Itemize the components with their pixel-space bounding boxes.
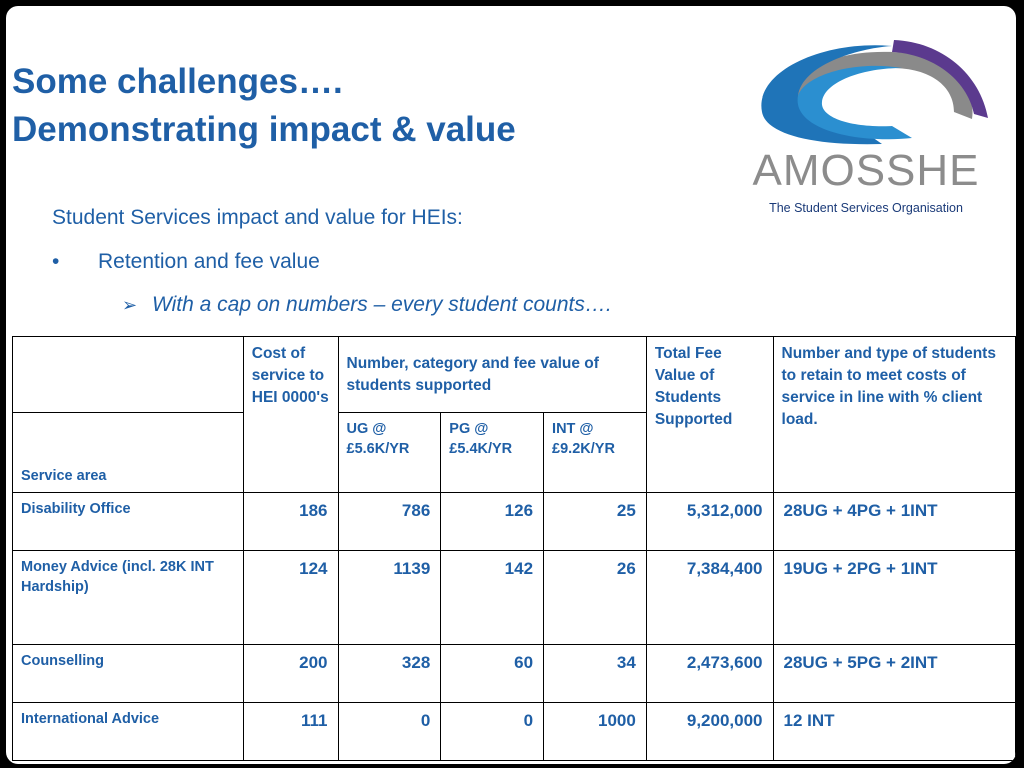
service-name: Counselling xyxy=(13,645,244,703)
logo-tagline: The Student Services Organisation xyxy=(769,201,963,215)
int-value: 34 xyxy=(544,645,647,703)
slide-title xyxy=(12,58,516,154)
int-value: 1000 xyxy=(544,703,647,761)
header-int: INT @ £9.2K/YR xyxy=(544,413,647,493)
pg-value: 0 xyxy=(441,703,544,761)
service-name: Money Advice (incl. 28K INT Hardship) xyxy=(13,551,244,645)
bullet-text: Retention and fee value xyxy=(98,250,320,273)
sub-bullet-text: With a cap on numbers – every student counts…. xyxy=(152,293,612,316)
table-row xyxy=(13,551,1016,645)
bullet-marker: • xyxy=(52,250,60,273)
header-cost: Cost of service to HEI 0000's xyxy=(243,337,338,493)
title-line-1: Some challenges…. xyxy=(12,62,343,101)
pg-value: 126 xyxy=(441,493,544,551)
total-value: 2,473,600 xyxy=(646,645,773,703)
header-pg: PG @ £5.4K/YR xyxy=(441,413,544,493)
table-row xyxy=(13,703,1016,761)
header-total: Total Fee Value of Students Supported xyxy=(646,337,773,493)
ug-value: 1139 xyxy=(338,551,441,645)
ug-value: 328 xyxy=(338,645,441,703)
cost-value: 124 xyxy=(243,551,338,645)
amosshe-logo xyxy=(742,34,990,230)
logo-swoosh-icon xyxy=(742,34,990,154)
header-ug: UG @ £5.6K/YR xyxy=(338,413,441,493)
header-blank-cell xyxy=(13,337,244,413)
impact-value-table xyxy=(12,336,1016,761)
arrow-bullet-icon: ➢ xyxy=(122,295,138,315)
title-line-2: Demonstrating impact & value xyxy=(12,110,516,149)
retain-value: 28UG + 5PG + 2INT xyxy=(773,645,1015,703)
service-name: Disability Office xyxy=(13,493,244,551)
service-name: International Advice xyxy=(13,703,244,761)
ug-value: 786 xyxy=(338,493,441,551)
cost-value: 111 xyxy=(243,703,338,761)
sub-bullet-item xyxy=(122,291,612,319)
total-value: 9,200,000 xyxy=(646,703,773,761)
bullet-item xyxy=(52,248,320,276)
retain-value: 12 INT xyxy=(773,703,1015,761)
total-value: 7,384,400 xyxy=(646,551,773,645)
pg-value: 60 xyxy=(441,645,544,703)
logo-wordmark: AMOSSHE xyxy=(752,146,980,195)
header-number-group: Number, category and fee value of students supported xyxy=(338,337,646,413)
retain-value: 19UG + 2PG + 1INT xyxy=(773,551,1015,645)
pg-value: 142 xyxy=(441,551,544,645)
int-value: 25 xyxy=(544,493,647,551)
ug-value: 0 xyxy=(338,703,441,761)
table-row xyxy=(13,645,1016,703)
int-value: 26 xyxy=(544,551,647,645)
header-retain: Number and type of students to retain to meet costs of service in line with % client load. xyxy=(773,337,1015,493)
header-service-area: Service area xyxy=(13,413,244,493)
table-row xyxy=(13,493,1016,551)
slide xyxy=(6,6,1016,764)
intro-text: Student Services impact and value for HEIs: xyxy=(52,206,463,229)
cost-value: 200 xyxy=(243,645,338,703)
cost-value: 186 xyxy=(243,493,338,551)
retain-value: 28UG + 4PG + 1INT xyxy=(773,493,1015,551)
total-value: 5,312,000 xyxy=(646,493,773,551)
